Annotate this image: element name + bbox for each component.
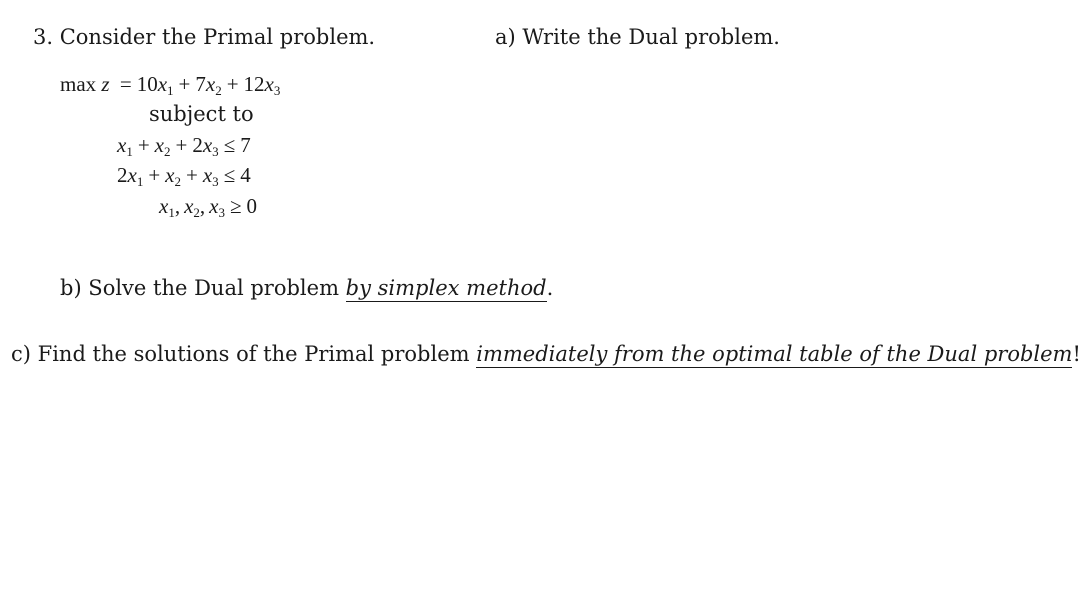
term xyxy=(117,163,143,187)
nonneg-rhs: 0 xyxy=(246,194,258,218)
objective-var: z xyxy=(101,72,110,96)
term xyxy=(192,133,218,157)
term-subscript: 1 xyxy=(167,83,174,98)
term xyxy=(165,163,181,187)
constraint-2-relation: ≤ xyxy=(223,163,236,187)
nonneg-separator: , xyxy=(199,194,206,218)
nonneg-vars xyxy=(159,194,225,218)
term-operator: + xyxy=(137,133,150,157)
part-b-lead: b) Solve the Dual problem xyxy=(60,276,346,300)
term-coefficient: 10 xyxy=(136,72,158,96)
term xyxy=(244,72,281,96)
objective-terms xyxy=(137,72,281,96)
part-b-end: . xyxy=(546,276,554,300)
part-c-emphasis: immediately from the optimal table of the Dual problem xyxy=(476,342,1073,366)
term xyxy=(195,72,221,96)
objective-prefix: max xyxy=(60,72,97,96)
term-coefficient: 12 xyxy=(243,72,265,96)
term-variable: x xyxy=(202,133,213,157)
nonnegativity-constraint xyxy=(159,193,257,226)
term-variable: x xyxy=(157,72,168,96)
constraint-2 xyxy=(117,162,251,195)
term-operator: + xyxy=(186,163,198,187)
nonneg-subscript: 1 xyxy=(168,205,175,220)
term xyxy=(155,133,171,157)
problem-heading: 3. Consider the Primal problem. xyxy=(33,25,376,49)
nonneg-relation: ≥ xyxy=(229,194,242,218)
constraint-2-terms xyxy=(117,163,219,187)
term-subscript: 2 xyxy=(215,83,222,98)
constraint-1 xyxy=(117,132,251,165)
part-b-emphasis: by simplex method xyxy=(345,276,547,300)
subject-to-label: subject to xyxy=(149,102,254,126)
term-subscript: 3 xyxy=(212,174,219,189)
term xyxy=(137,72,174,96)
term-variable: x xyxy=(117,133,127,157)
term-subscript: 2 xyxy=(164,144,171,159)
objective-equals: = xyxy=(119,72,132,96)
term-subscript: 3 xyxy=(273,83,281,98)
term-operator: + xyxy=(175,133,188,157)
term-variable: x xyxy=(202,163,213,187)
term-subscript: 3 xyxy=(212,144,219,159)
nonneg-separator: , xyxy=(174,194,181,218)
term-subscript: 1 xyxy=(126,144,133,159)
term-coefficient: 2 xyxy=(192,133,203,157)
nonneg-variable: x xyxy=(184,194,194,218)
nonneg-variable: x xyxy=(209,194,219,218)
part-c-end: ! xyxy=(1072,342,1081,366)
term-operator: + xyxy=(226,72,239,96)
term-variable: x xyxy=(127,163,137,187)
constraint-1-relation: ≤ xyxy=(223,133,236,157)
objective-function xyxy=(60,71,280,104)
constraint-1-terms xyxy=(117,133,219,157)
term-coefficient: 2 xyxy=(117,163,128,187)
term-variable: x xyxy=(205,72,216,96)
term xyxy=(203,163,219,187)
term-operator: + xyxy=(178,72,191,96)
term-subscript: 2 xyxy=(174,174,181,189)
term-variable: x xyxy=(165,163,175,187)
constraint-1-rhs: 7 xyxy=(240,133,251,157)
part-c-text xyxy=(11,341,1081,367)
nonneg-variable: x xyxy=(159,194,169,218)
nonneg-subscript: 3 xyxy=(218,205,225,220)
term-variable: x xyxy=(264,72,274,96)
nonneg-subscript: 2 xyxy=(193,205,200,220)
part-a-text: a) Write the Dual problem. xyxy=(495,25,780,49)
term xyxy=(117,133,133,157)
constraint-2-rhs: 4 xyxy=(240,163,251,187)
term-variable: x xyxy=(154,133,164,157)
term-subscript: 1 xyxy=(136,174,144,189)
part-b-text xyxy=(60,275,553,301)
term-coefficient: 7 xyxy=(195,72,206,96)
part-c-lead: c) Find the solutions of the Primal problem xyxy=(11,342,477,366)
term-operator: + xyxy=(148,163,161,187)
